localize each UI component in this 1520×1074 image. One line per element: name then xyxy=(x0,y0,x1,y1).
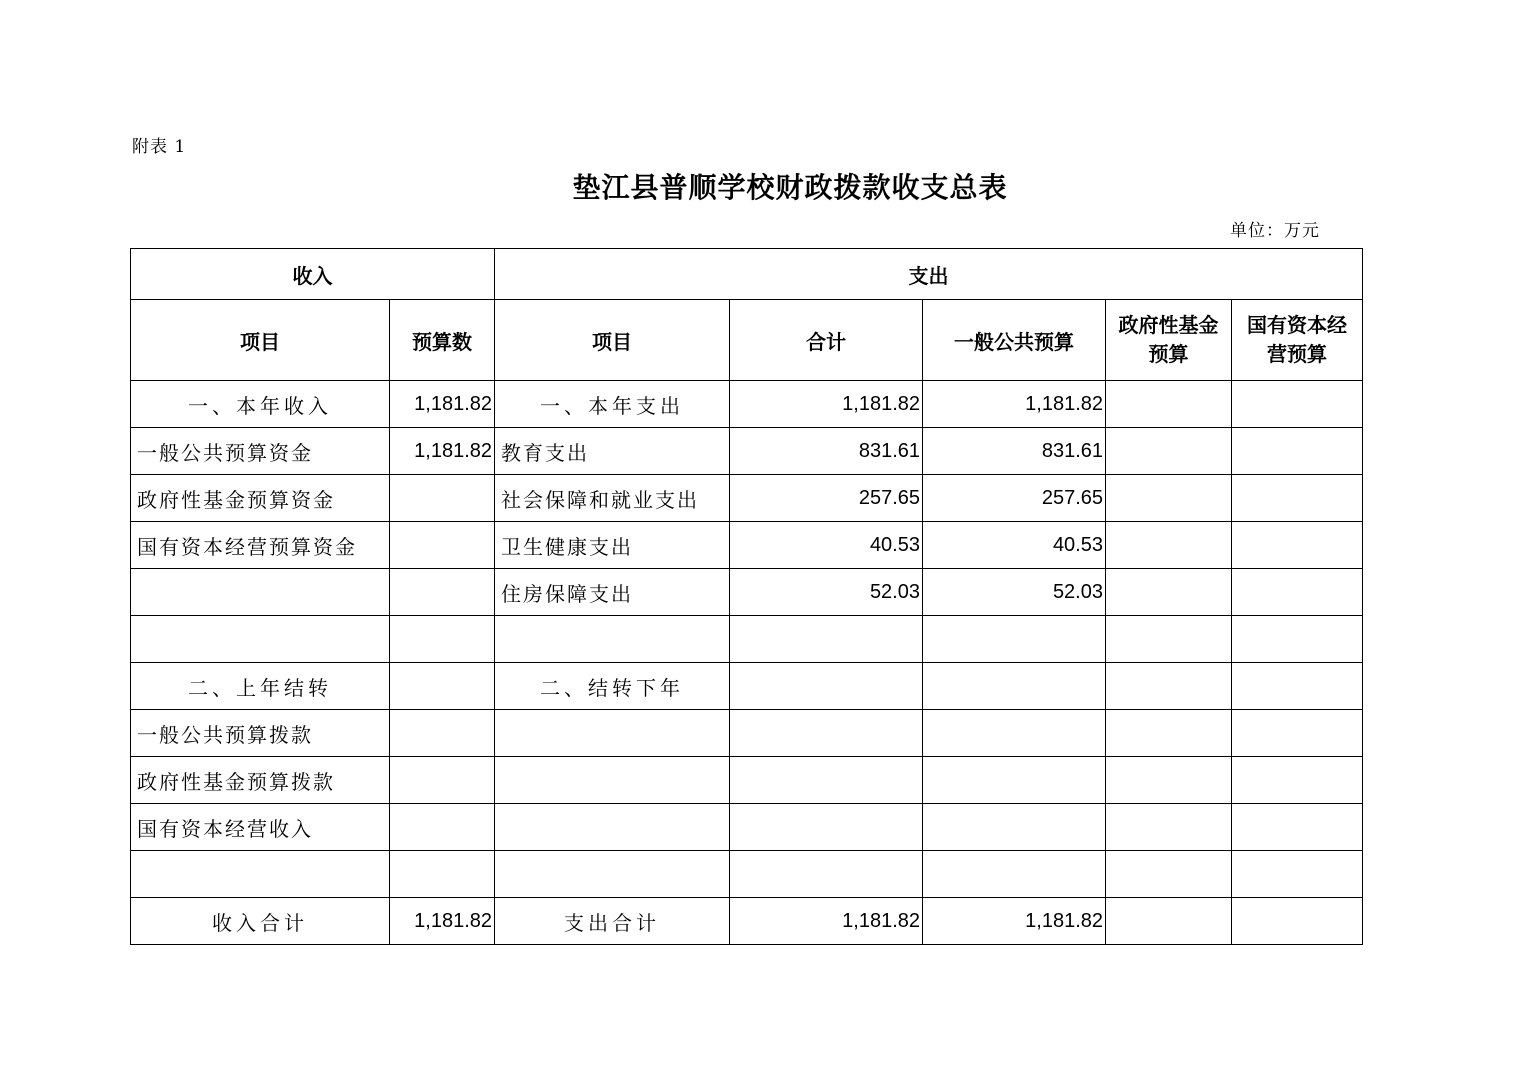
income-budget-cell xyxy=(390,851,495,898)
income-item-cell: 二、上年结转 xyxy=(131,663,390,710)
income-item-header: 项目 xyxy=(131,300,390,381)
income-item-cell: 一、本年收入 xyxy=(131,381,390,428)
state-capital-cell xyxy=(1232,851,1363,898)
income-item-cell: 一般公共预算拨款 xyxy=(131,710,390,757)
expense-item-cell: 住房保障支出 xyxy=(495,569,730,616)
expense-item-cell: 二、结转下年 xyxy=(495,663,730,710)
income-budget-cell xyxy=(390,616,495,663)
income-item-cell: 政府性基金预算拨款 xyxy=(131,757,390,804)
income-budget-cell xyxy=(390,475,495,522)
general-public-cell: 257.65 xyxy=(923,475,1106,522)
expense-item-header: 项目 xyxy=(495,300,730,381)
income-budget-cell xyxy=(390,663,495,710)
state-capital-cell xyxy=(1232,522,1363,569)
income-budget-cell: 1,181.82 xyxy=(390,381,495,428)
gov-fund-cell xyxy=(1106,851,1232,898)
income-budget-cell: 1,181.82 xyxy=(390,428,495,475)
table-row xyxy=(131,569,1363,616)
gov-fund-cell xyxy=(1106,663,1232,710)
income-item-cell: 一般公共预算资金 xyxy=(131,428,390,475)
state-capital-cell xyxy=(1232,757,1363,804)
expense-item-cell xyxy=(495,851,730,898)
expense-item-cell: 支出合计 xyxy=(495,898,730,945)
table-row xyxy=(131,898,1363,945)
state-capital-cell xyxy=(1232,428,1363,475)
general-public-cell xyxy=(923,757,1106,804)
total-cell: 1,181.82 xyxy=(730,898,923,945)
state-capital-cell xyxy=(1232,381,1363,428)
table-row xyxy=(131,710,1363,757)
expense-item-cell xyxy=(495,616,730,663)
gov-fund-cell xyxy=(1106,569,1232,616)
state-capital-header: 国有资本经 营预算 xyxy=(1232,300,1363,381)
expense-item-cell: 教育支出 xyxy=(495,428,730,475)
total-cell: 1,181.82 xyxy=(730,381,923,428)
budget-summary-table xyxy=(130,248,1363,945)
income-budget-cell xyxy=(390,804,495,851)
gov-fund-header: 政府性基金 预算 xyxy=(1106,300,1232,381)
gov-fund-cell xyxy=(1106,428,1232,475)
unit-label: 单位：万元 xyxy=(1230,221,1320,241)
general-public-header: 一般公共预算 xyxy=(923,300,1106,381)
total-header: 合计 xyxy=(730,300,923,381)
state-capital-cell xyxy=(1232,475,1363,522)
income-budget-cell: 1,181.82 xyxy=(390,898,495,945)
total-cell: 257.65 xyxy=(730,475,923,522)
table-row xyxy=(131,381,1363,428)
state-capital-cell xyxy=(1232,663,1363,710)
general-public-cell: 1,181.82 xyxy=(923,898,1106,945)
income-item-cell: 政府性基金预算资金 xyxy=(131,475,390,522)
total-cell xyxy=(730,804,923,851)
general-public-cell: 1,181.82 xyxy=(923,381,1106,428)
general-public-cell: 52.03 xyxy=(923,569,1106,616)
total-cell: 40.53 xyxy=(730,522,923,569)
expense-group-header: 支出 xyxy=(495,249,1363,300)
column-header-row xyxy=(131,300,1363,381)
income-budget-header: 预算数 xyxy=(390,300,495,381)
table-row xyxy=(131,851,1363,898)
gov-fund-cell xyxy=(1106,616,1232,663)
general-public-cell xyxy=(923,616,1106,663)
income-item-cell: 收入合计 xyxy=(131,898,390,945)
page-title: 垫江县普顺学校财政拨款收支总表 xyxy=(572,171,1008,204)
general-public-cell: 40.53 xyxy=(923,522,1106,569)
income-budget-cell xyxy=(390,757,495,804)
table-row xyxy=(131,475,1363,522)
table-row xyxy=(131,663,1363,710)
expense-item-cell xyxy=(495,757,730,804)
gov-fund-cell xyxy=(1106,522,1232,569)
total-cell xyxy=(730,663,923,710)
state-capital-cell xyxy=(1232,898,1363,945)
income-item-cell: 国有资本经营收入 xyxy=(131,804,390,851)
table-row xyxy=(131,522,1363,569)
income-budget-cell xyxy=(390,710,495,757)
state-capital-cell xyxy=(1232,569,1363,616)
gov-fund-cell xyxy=(1106,381,1232,428)
table-row xyxy=(131,757,1363,804)
table-row xyxy=(131,804,1363,851)
table-row xyxy=(131,428,1363,475)
income-item-cell xyxy=(131,616,390,663)
income-item-cell xyxy=(131,851,390,898)
expense-item-cell: 卫生健康支出 xyxy=(495,522,730,569)
gov-fund-cell xyxy=(1106,898,1232,945)
gov-fund-cell xyxy=(1106,757,1232,804)
expense-item-cell xyxy=(495,804,730,851)
state-capital-cell xyxy=(1232,710,1363,757)
total-cell: 831.61 xyxy=(730,428,923,475)
general-public-cell xyxy=(923,804,1106,851)
general-public-cell xyxy=(923,663,1106,710)
general-public-cell xyxy=(923,710,1106,757)
income-item-cell xyxy=(131,569,390,616)
income-group-header: 收入 xyxy=(131,249,495,300)
general-public-cell: 831.61 xyxy=(923,428,1106,475)
expense-item-cell: 一、本年支出 xyxy=(495,381,730,428)
table-row xyxy=(131,616,1363,663)
state-capital-cell xyxy=(1232,616,1363,663)
total-cell xyxy=(730,757,923,804)
general-public-cell xyxy=(923,851,1106,898)
state-capital-cell xyxy=(1232,804,1363,851)
total-cell xyxy=(730,851,923,898)
group-header-row xyxy=(131,249,1363,300)
total-cell: 52.03 xyxy=(730,569,923,616)
gov-fund-cell xyxy=(1106,710,1232,757)
expense-item-cell: 社会保障和就业支出 xyxy=(495,475,730,522)
gov-fund-cell xyxy=(1106,804,1232,851)
total-cell xyxy=(730,710,923,757)
attachment-label: 附表 1 xyxy=(132,137,187,157)
total-cell xyxy=(730,616,923,663)
income-budget-cell xyxy=(390,522,495,569)
expense-item-cell xyxy=(495,710,730,757)
income-budget-cell xyxy=(390,569,495,616)
gov-fund-cell xyxy=(1106,475,1232,522)
income-item-cell: 国有资本经营预算资金 xyxy=(131,522,390,569)
